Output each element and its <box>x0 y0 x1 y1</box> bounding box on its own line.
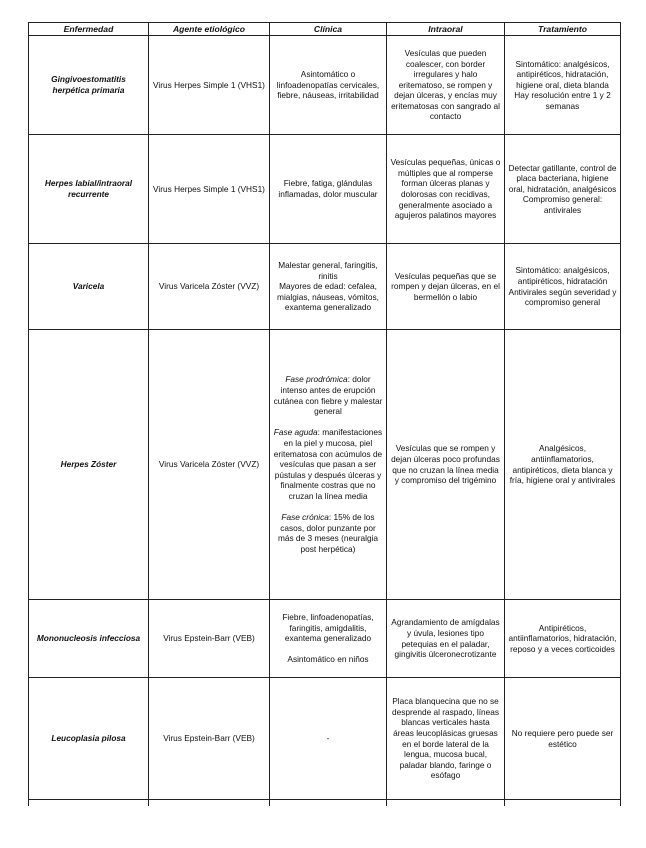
treatment-cell-text: Analgésicos, antiinflamatorios, antipiréticos, dieta blanca y fría, higiene oral y antivirales <box>509 443 616 486</box>
intraoral-cell-text: Agrandamiento de amígdalas y úvula, lesiones tipo petequias en el paladar, gingivitis úlceronecrotizante <box>391 617 500 660</box>
clinical-cell-text: Asintomático en niños <box>287 654 369 665</box>
agent-cell: Virus Epstein-Barr (VEB) <box>149 600 270 678</box>
treatment-cell-paragraph <box>508 623 617 655</box>
intraoral-cell-text: Vesículas pequeñas, únicas o múltiples que al romperse forman úlceras planas y dolorosas con recidivas, generalmente asociado a agujeros palatinos mayores <box>390 157 501 221</box>
disease-cell: Herpes Zóster <box>29 330 149 600</box>
clinical-cell-text: : dolor intenso antes de erupción cutánea con fiebre y malestar general <box>273 374 383 417</box>
empty-cell <box>270 800 387 807</box>
treatment-cell-paragraph <box>508 443 617 485</box>
disease-cell: Varicela <box>29 244 149 330</box>
intraoral-cell <box>387 600 505 678</box>
phase-label: Fase prodrómica <box>285 374 348 385</box>
clinical-cell <box>270 244 387 330</box>
cut-off-row <box>29 800 621 807</box>
intraoral-cell <box>387 36 505 135</box>
clinical-cell-paragraph <box>273 427 383 501</box>
treatment-cell-text: Sintomático: analgésicos, antipiréticos, hidratación, higiene oral, dieta blanda <box>515 58 610 90</box>
header-clinica: Clínica <box>270 23 387 36</box>
treatment-cell-text: No requiere pero puede ser estético <box>511 727 614 749</box>
virus-disease-table <box>28 22 621 806</box>
treatment-cell-text: Compromiso general: antivirales <box>522 194 603 215</box>
clinical-cell <box>270 36 387 135</box>
agent-cell: Virus Varicela Zóster (VVZ) <box>149 244 270 330</box>
treatment-cell-paragraph <box>508 163 617 195</box>
clinical-cell-text: Fiebre, linfoadenopatías, faringitis, amigdalitis, exantema generalizado <box>282 612 374 644</box>
agent-cell: Virus Epstein-Barr (VEB) <box>149 678 270 800</box>
intraoral-cell-paragraph <box>390 271 501 303</box>
treatment-cell <box>505 330 621 600</box>
phase-label: Fase aguda <box>273 427 318 438</box>
disease-cell: Gingivoestomatitis herpética primaria <box>29 36 149 135</box>
intraoral-cell <box>387 244 505 330</box>
treatment-cell-paragraph <box>508 90 617 111</box>
empty-cell <box>387 800 505 807</box>
treatment-cell-paragraph <box>508 59 617 91</box>
clinical-cell-paragraph <box>273 733 383 744</box>
intraoral-cell-paragraph <box>390 443 501 485</box>
treatment-cell-text: Hay resolución entre 1 y 2 semanas <box>514 90 611 111</box>
table-row <box>29 135 621 244</box>
clinical-cell-text: Malestar general, faringitis, rinitis <box>278 260 378 281</box>
intraoral-cell-paragraph <box>390 48 501 122</box>
intraoral-cell-text: Placa blanquecina que no se desprende al raspado, líneas blancas verticales hasta áreas leucoplásicas gruesas en el borde lateral de la lengua, mucosa bucal, paladar blando, faringe o esófago <box>391 696 499 781</box>
intraoral-cell-paragraph <box>390 617 501 659</box>
clinical-cell-text: Fiebre, fatiga, glándulas inflamadas, dolor muscular <box>278 178 378 199</box>
treatment-cell <box>505 36 621 135</box>
empty-cell <box>29 800 149 807</box>
treatment-cell-text: Antipiréticos, antiinflamatorios, hidratación, reposo y a veces corticoides <box>508 622 617 654</box>
disease-cell: Herpes labial/intraoral recurrente <box>29 135 149 244</box>
intraoral-cell-text: Vesículas que se rompen y dejan úlceras poco profundas que no cruzan la línea media y compromiso del trigémino <box>391 443 500 486</box>
intraoral-cell-text: Vesículas que pueden coalescer, con border irregulares y halo eritematoso, se rompen y dejan úlceras, y encías muy eritematosas con sangrado al contacto <box>391 47 500 122</box>
intraoral-cell <box>387 135 505 244</box>
clinical-cell-paragraph <box>273 178 383 199</box>
clinical-cell-text: Asintomático o linfoadenopatías cervicales, fiebre, náuseas, irritabilidad <box>276 69 380 101</box>
clinical-cell-text: - <box>326 733 330 744</box>
header-tratamiento: Tratamiento <box>505 23 621 36</box>
treatment-cell-text: Detectar gatillante, control de placa bacteriana, higiene oral, hidratación, analgésicos <box>508 162 617 194</box>
treatment-cell-paragraph <box>508 265 617 286</box>
treatment-cell <box>505 678 621 800</box>
treatment-cell-paragraph <box>508 728 617 749</box>
empty-cell <box>505 800 621 807</box>
intraoral-cell-paragraph <box>390 157 501 221</box>
clinical-cell-text: : manifestaciones en la piel y mucosa, piel eritematosa con acúmulos de vesículas que pasan a ser pústulas y después úlceras y finalmente costras que no cruzan la línea media <box>273 427 383 501</box>
treatment-cell <box>505 244 621 330</box>
clinical-cell <box>270 135 387 244</box>
table-row <box>29 678 621 800</box>
clinical-cell-text: Mayores de edad: cefalea, mialgias, náuseas, vómitos, exantema generalizado <box>277 281 379 313</box>
table-row <box>29 600 621 678</box>
treatment-cell-paragraph <box>508 194 617 215</box>
header-intraoral: Intraoral <box>387 23 505 36</box>
treatment-cell <box>505 135 621 244</box>
clinical-cell <box>270 330 387 600</box>
treatment-cell-text: Antivirales según severidad y compromiso general <box>508 286 617 308</box>
agent-cell: Virus Herpes Simple 1 (VHS1) <box>149 36 270 135</box>
table-row <box>29 36 621 135</box>
intraoral-cell-paragraph <box>390 696 501 781</box>
clinical-cell-paragraph <box>273 69 383 101</box>
clinical-cell-paragraph <box>273 374 383 416</box>
agent-cell: Virus Varicela Zóster (VVZ) <box>149 330 270 600</box>
clinical-cell <box>270 600 387 678</box>
treatment-cell-text: Sintomático: analgésicos, antipiréticos, hidratación <box>515 265 610 286</box>
intraoral-cell <box>387 330 505 600</box>
table-header-row <box>29 23 621 36</box>
table-row <box>29 330 621 600</box>
header-agente: Agente etiológico <box>149 23 270 36</box>
clinical-cell-paragraph <box>273 281 383 313</box>
treatment-cell-paragraph <box>508 287 617 308</box>
header-enfermedad: Enfermedad <box>29 23 149 36</box>
treatment-cell <box>505 600 621 678</box>
intraoral-cell <box>387 678 505 800</box>
disease-cell: Mononucleosis infecciosa <box>29 600 149 678</box>
clinical-cell-paragraph <box>273 512 383 554</box>
clinical-cell-paragraph <box>273 260 383 281</box>
clinical-cell-paragraph <box>273 612 383 644</box>
clinical-cell-paragraph <box>273 654 383 665</box>
table-row <box>29 244 621 330</box>
agent-cell: Virus Herpes Simple 1 (VHS1) <box>149 135 270 244</box>
clinical-cell <box>270 678 387 800</box>
clinical-cell-text: : 15% de los casos, dolor punzante por más de 3 meses (neuralgia post herpética) <box>277 512 379 554</box>
disease-cell: Leucoplasia pilosa <box>29 678 149 800</box>
empty-cell <box>149 800 270 807</box>
intraoral-cell-text: Vesículas pequeñas que se rompen y dejan úlceras, en el bermellón o labio <box>391 270 500 302</box>
phase-label: Fase crónica <box>281 512 329 523</box>
